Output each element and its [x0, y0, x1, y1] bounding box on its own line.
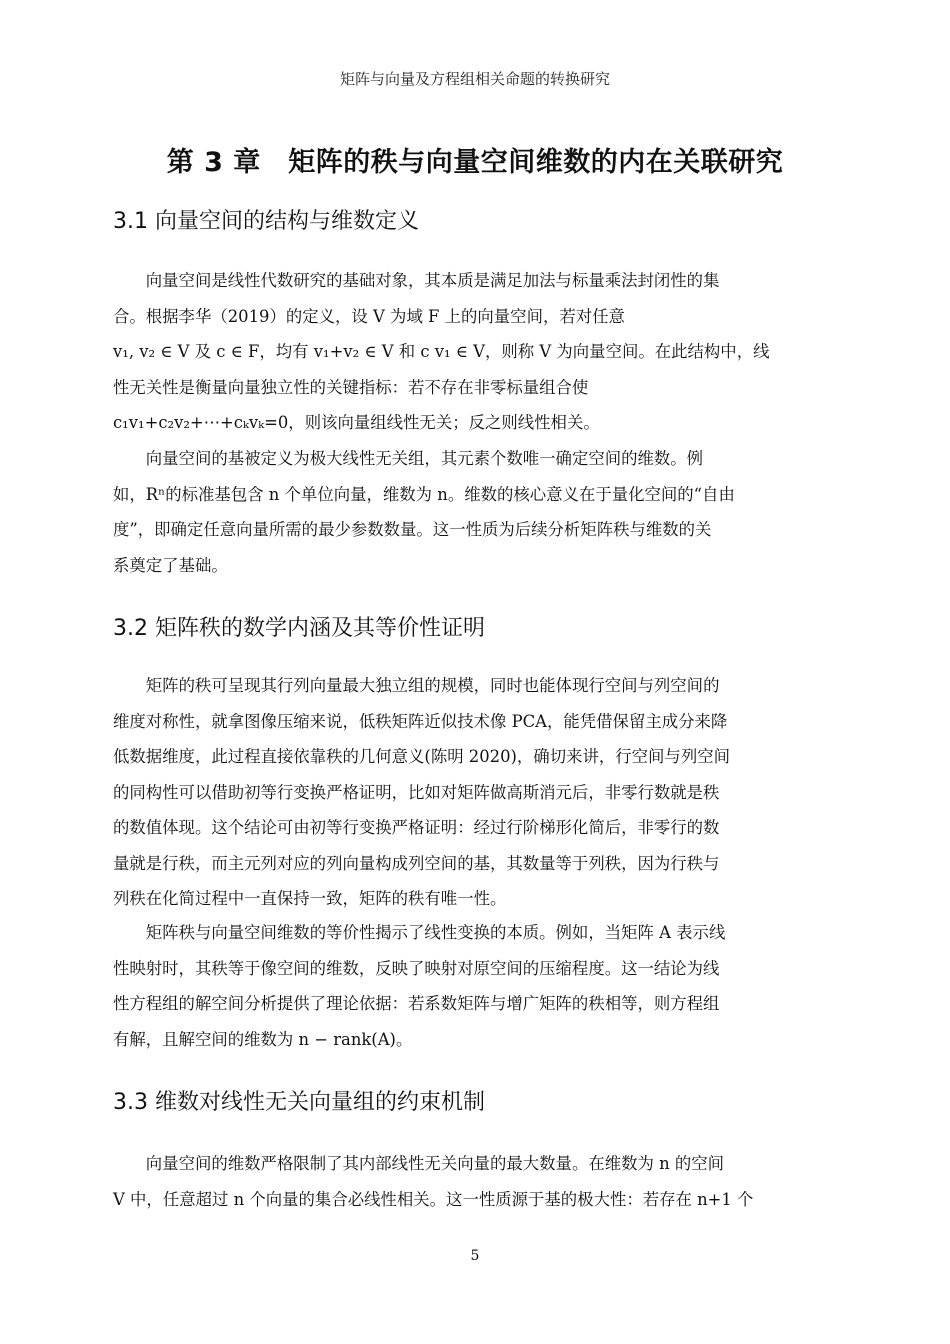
text-line: 如，Rⁿ的标准基包含 n 个单位向量，维数为 n。维数的核心意义在于量化空间的“自由 — [113, 484, 735, 504]
chapter-title: 第 3 章 矩阵的秩与向量空间维数的内在关联研究 — [166, 147, 784, 178]
text-line: 有解，且解空间的维数为 n − rank(A)。 — [113, 1029, 413, 1049]
paragraph — [113, 263, 835, 441]
text-line: 的数值体现。这个结论可由初等行变换严格证明：经过行阶梯形化简后，非零行的数 — [113, 818, 720, 837]
text-line: 度”，即确定任意向量所需的最少参数数量。这一性质为后续分析矩阵秩与维数的关 — [113, 520, 712, 539]
text-line: 量就是行秩，而主元列对应的列向量构成列空间的基，其数量等于列秩，因为行秩与 — [113, 853, 720, 873]
text-line: 系奠定了基础。 — [113, 555, 228, 575]
section-heading: 3.2 矩阵秩的数学内涵及其等价性证明 — [113, 616, 485, 641]
text-line: v₁, v₂ ∈ V 及 c ∈ F，均有 v₁+v₂ ∈ V 和 c v₁ ∈ V，则称 V 为向量空间。在此结构中，线 — [113, 342, 770, 361]
text-line: 矩阵秩与向量空间维数的等价性揭示了线性变换的本质。例如，当矩阵 A 表示线 — [145, 923, 726, 942]
text-line: 性无关性是衡量向量独立性的关键指标：若不存在非零标量组合使 — [113, 377, 589, 397]
section-heading: 3.3 维数对线性无关向量组的约束机制 — [113, 1090, 485, 1115]
text-line: 低数据维度，此过程直接依靠秩的几何意义(陈明 2020)，确切来讲，行空间与列空间 — [113, 747, 730, 766]
text-line: 性映射时，其秩等于像空间的维数，反映了映射对原空间的压缩程度。这一结论为线 — [113, 958, 720, 978]
section-heading: 3.1 向量空间的结构与维数定义 — [113, 209, 419, 234]
paragraph — [113, 668, 835, 917]
text-line: c₁v₁+c₂v₂+⋯+cₖvₖ=0，则该向量组线性无关；反之则线性相关。 — [113, 413, 600, 432]
text-line: 矩阵的秩可呈现其行列向量最大独立组的规模，同时也能体现行空间与列空间的 — [145, 676, 720, 695]
text-line: 性方程组的解空间分析提供了理论依据：若系数矩阵与增广矩阵的秩相等，则方程组 — [113, 994, 720, 1013]
paragraph — [113, 1146, 835, 1217]
running-header: 矩阵与向量及方程组相关命题的转换研究 — [339, 70, 610, 88]
text-line: 向量空间是线性代数研究的基础对象，其本质是满足加法与标量乘法封闭性的集 — [145, 271, 720, 290]
paragraph — [113, 441, 835, 583]
text-line: 维度对称性，就拿图像压缩来说，低秩矩阵近似技术像 PCA，能凭借保留主成分来降 — [113, 711, 728, 731]
text-line: 列秩在化简过程中一直保持一致，矩阵的秩有唯一性。 — [113, 889, 507, 908]
text-line: 的同构性可以借助初等行变换严格证明，比如对矩阵做高斯消元后，非零行数就是秩 — [113, 782, 720, 802]
text-line: 合。根据李华（2019）的定义，设 V 为域 F 上的向量空间，若对任意 — [113, 306, 625, 326]
paragraph — [113, 915, 835, 1057]
text-line: V 中，任意超过 n 个向量的集合必线性相关。这一性质源于基的极大性：若存在 n+1 个 — [113, 1189, 754, 1209]
page-number: 5 — [470, 1248, 480, 1264]
text-line: 向量空间的维数严格限制了其内部线性无关向量的最大数量。在维数为 n 的空间 — [145, 1154, 725, 1173]
text-line: 向量空间的基被定义为极大线性无关组，其元素个数唯一确定空间的维数。例 — [145, 449, 704, 468]
